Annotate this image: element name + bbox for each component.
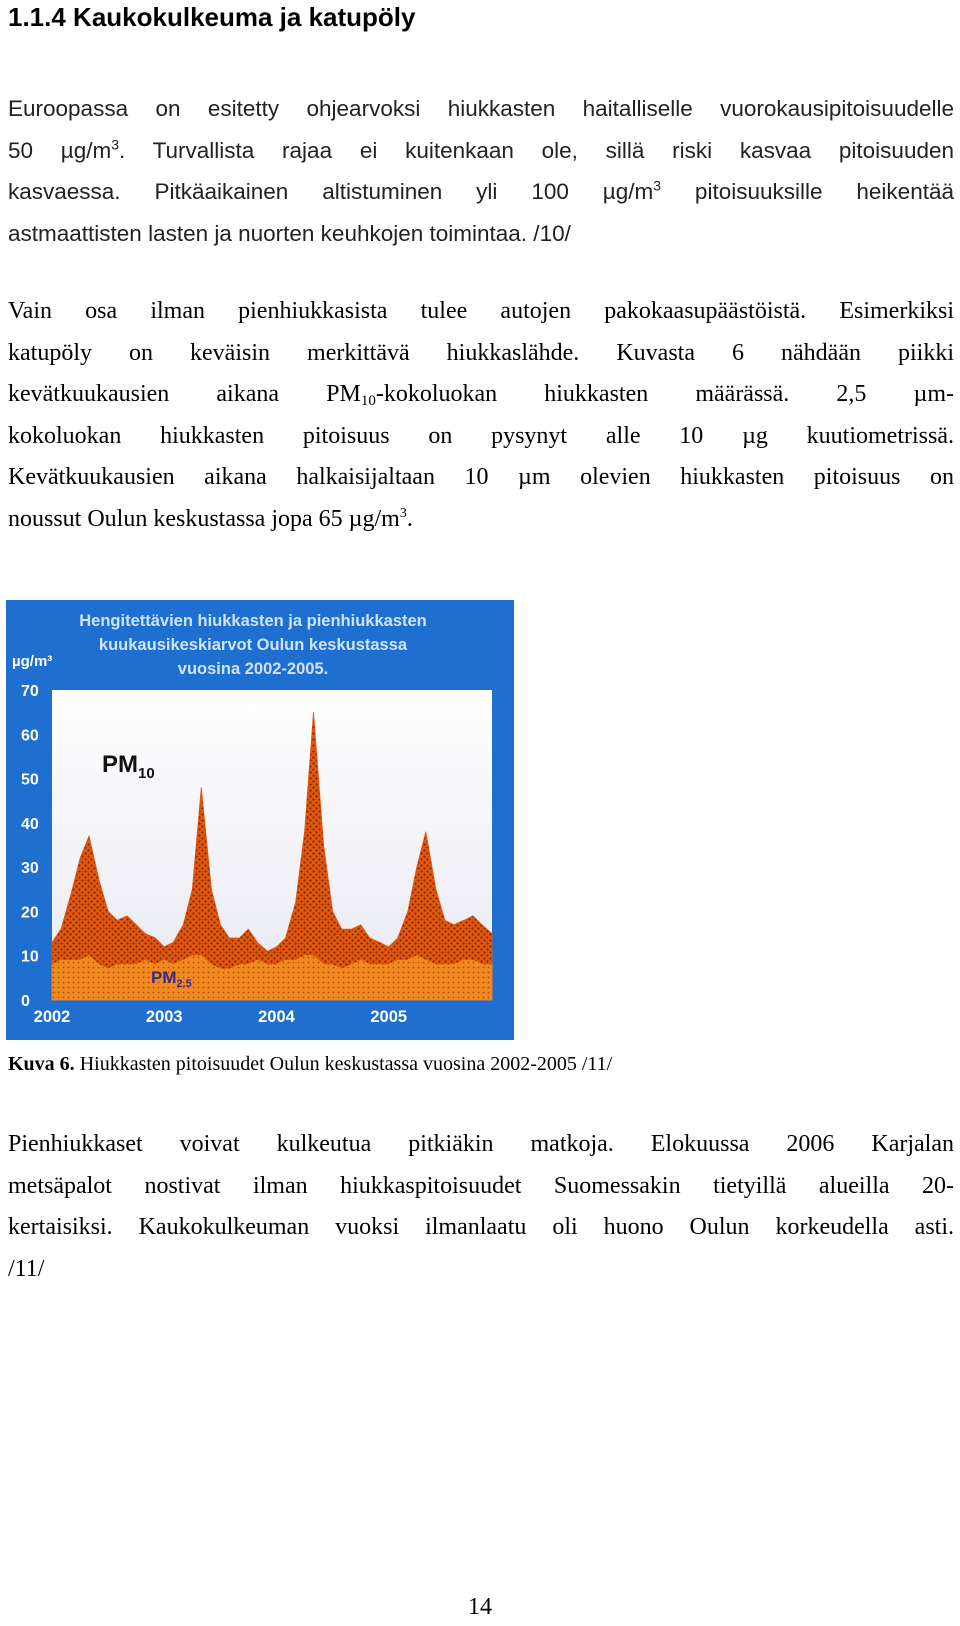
series-label-pm10: $PM_{10}$ bbox=[102, 751, 155, 782]
paragraph-3-line-4: /11/ bbox=[8, 1255, 45, 1282]
y-axis-label: µg/m³ bbox=[12, 653, 53, 670]
paragraph-1-line-1: Euroopassa on esitetty ohjearvoksi hiukkasten haitalliselle vuorokausipitoisuudelle bbox=[8, 96, 954, 121]
chart-title-line: vuosina 2002-2005. bbox=[177, 660, 329, 678]
paragraph-3 bbox=[8, 1124, 954, 1290]
paragraph-2-line-3 bbox=[8, 374, 954, 416]
text-fragment: . Turvallista rajaa ei kuitenkaan ole, sillä riski kasvaa pitoisuuden bbox=[119, 137, 954, 163]
y-tick-label: 60 bbox=[21, 727, 39, 745]
paragraph-3-line-3: kertaisiksi. Kaukokulkeuman vuoksi ilmanlaatu oli huono Oulun korkeudella asti. bbox=[8, 1214, 954, 1240]
series-label-pm25: $PM_{2.5}$ bbox=[151, 968, 192, 990]
paragraph-2-line-5: Kevätkuukausien aikana halkaisijaltaan 10 µm olevien hiukkasten pitoisuus on bbox=[8, 464, 954, 490]
chart-title-line: kuukausikeskiarvot Oulun keskustassa bbox=[98, 636, 408, 654]
superscript: 3 bbox=[653, 177, 662, 194]
figure-chart bbox=[6, 600, 514, 1040]
caption-text: Hiukkasten pitoisuudet Oulun keskustassa vuosina 2002-2005 /11/ bbox=[74, 1053, 613, 1075]
superscript: 3 bbox=[399, 505, 407, 521]
page-number: 14 bbox=[468, 1594, 492, 1620]
paragraph-1 bbox=[8, 88, 954, 254]
chart-title-line: Hengitettävien hiukkasten ja pienhiukkasten bbox=[79, 612, 427, 630]
x-tick-label: 2005 bbox=[370, 1008, 408, 1026]
y-tick-label: 10 bbox=[21, 948, 39, 966]
text-fragment: 50 µg/m bbox=[8, 137, 112, 163]
paragraph-2-line-2: katupöly on keväisin merkittävä hiukkaslähde. Kuvasta 6 nähdään piikki bbox=[8, 339, 954, 366]
paragraph-3-line-2: metsäpalot nostivat ilman hiukkaspitoisuudet Suomessakin tietyillä alueilla 20- bbox=[8, 1172, 954, 1199]
text-fragment: noussut Oulun keskustassa jopa 65 µg/m bbox=[8, 505, 400, 532]
superscript: 3 bbox=[111, 136, 120, 152]
text-fragment: pitoisuuksille heikentää bbox=[661, 179, 954, 204]
x-tick-label: 2002 bbox=[33, 1008, 71, 1026]
y-tick-label: 30 bbox=[21, 860, 39, 878]
subscript: 10 bbox=[360, 393, 376, 409]
y-tick-label: 0 bbox=[21, 993, 30, 1010]
paragraph-2-line-6 bbox=[8, 499, 954, 541]
y-tick-label: 50 bbox=[21, 771, 39, 789]
text-fragment: -kokoluokan hiukkasten määrässä. 2,5 µm- bbox=[375, 381, 954, 407]
paragraph-2-line-1: Vain osa ilman pienhiukkasista tulee autojen pakokaasupäästöistä. Esimerkiksi bbox=[8, 298, 954, 324]
caption-label: Kuva 6. bbox=[8, 1053, 75, 1075]
paragraph-1-line-2 bbox=[8, 130, 954, 172]
paragraph-2-line-4: kokoluokan hiukkasten pitoisuus on pysynyt alle 10 µg kuutiometrissä. bbox=[8, 422, 954, 449]
y-tick-label: 70 bbox=[21, 683, 39, 700]
paragraph-1-line-4: astmaattisten lasten ja nuorten keuhkojen toimintaa. /10/ bbox=[8, 220, 571, 246]
figure-caption bbox=[8, 1053, 612, 1076]
section-heading: 1.1.4 Kaukokulkeuma ja katupöly bbox=[8, 2, 416, 32]
x-tick-label: 2004 bbox=[258, 1008, 295, 1026]
text-fragment: kasvaessa. Pitkäaikainen altistuminen yli 100 µg/m bbox=[8, 179, 654, 204]
y-tick-label: 40 bbox=[21, 815, 39, 833]
paragraph-3-line-1: Pienhiukkaset voivat kulkeutua pitkiäkin matkoja. Elokuussa 2006 Karjalan bbox=[8, 1131, 954, 1157]
text-fragment: . bbox=[406, 505, 413, 532]
text-fragment: kevätkuukausien aikana PM bbox=[8, 381, 361, 407]
y-tick-label: 20 bbox=[21, 904, 39, 922]
paragraph-1-line-3 bbox=[8, 171, 954, 213]
x-tick-label: 2003 bbox=[145, 1008, 183, 1026]
pm-chart-svg bbox=[6, 600, 514, 1040]
paragraph-2 bbox=[8, 291, 954, 540]
